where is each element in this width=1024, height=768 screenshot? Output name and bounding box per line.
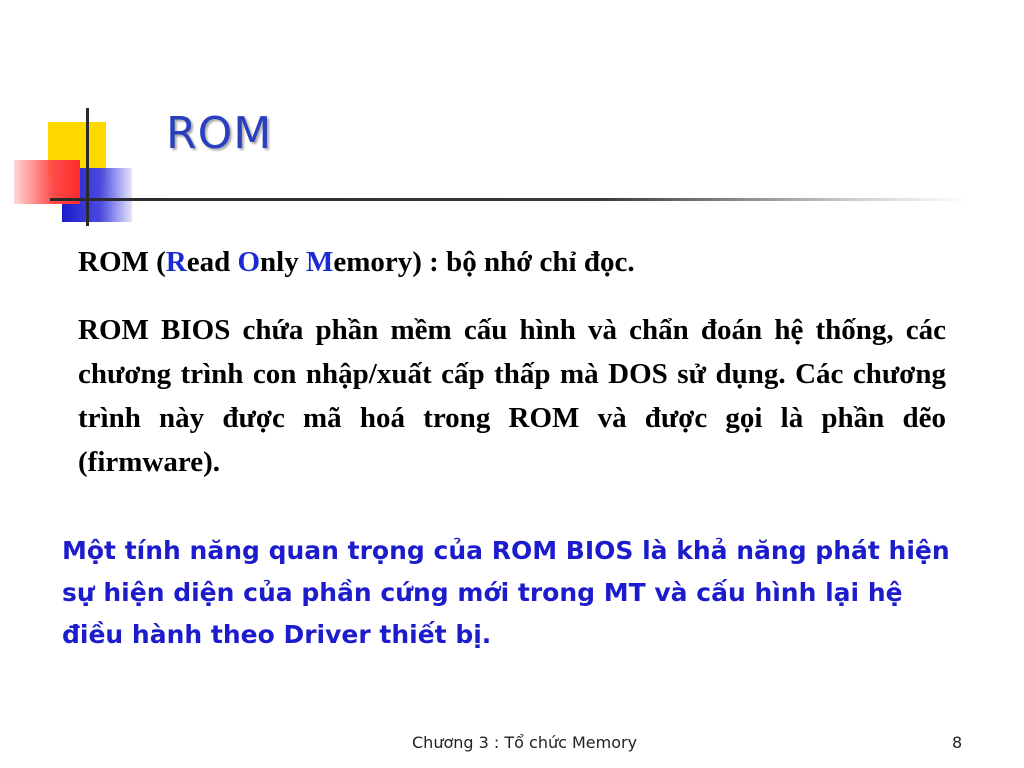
highlight-paragraph: Một tính năng quan trọng của ROM BIOS là khả năng phát hiện sự hiện diện của phần cứng mới trong MT và cấu hình lại hệ điều hành theo Driver thiết bị. xyxy=(62,536,950,649)
logo-vertical-line xyxy=(86,108,89,226)
definition-rest: emory) : bộ nhớ chỉ đọc. xyxy=(333,246,635,278)
accent-letter-r: R xyxy=(165,246,187,278)
rom-bios-paragraph: ROM BIOS chứa phần mềm cấu hình và chẩn đoán hệ thống, các chương trình con nhập/xuất cấp thấp mà DOS sử dụng. Các chương trình này được mã hoá trong ROM và được gọi là phần dẽo (firmware). xyxy=(78,314,946,478)
accent-letter-m: M xyxy=(305,246,334,278)
decorative-logo xyxy=(0,0,160,240)
footer-page-number: 8 xyxy=(952,733,963,752)
definition-nly: nly xyxy=(260,246,306,278)
accent-letter-o: O xyxy=(237,246,261,278)
footer-chapter: Chương 3 : Tổ chức Memory xyxy=(412,733,638,752)
definition-ead: ead xyxy=(186,246,238,278)
rom-definition xyxy=(78,240,946,284)
definition-prefix: ROM ( xyxy=(78,246,166,278)
slide-title: ROM xyxy=(166,108,273,159)
title-underline xyxy=(50,198,968,201)
